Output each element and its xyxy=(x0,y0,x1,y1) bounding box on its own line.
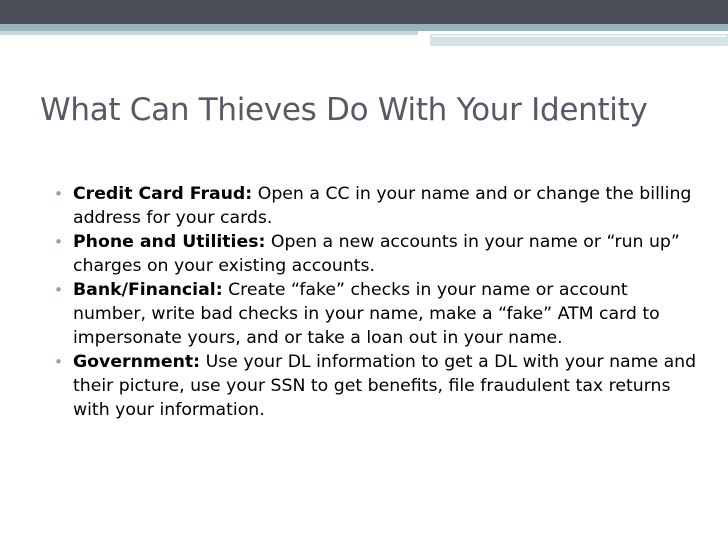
bullet-marker: • xyxy=(54,281,63,299)
bullet-text: Use your DL information to get a DL with your name and their picture, use your SSN to get benefits, file fraudulent tax returns with your information. xyxy=(73,352,697,420)
header-accent-left xyxy=(0,31,418,35)
header-bar-teal xyxy=(0,24,728,31)
bullet-heading: Credit Card Fraud: xyxy=(73,184,253,204)
slide-title: What Can Thieves Do With Your Identity xyxy=(40,92,648,128)
header-accent-right xyxy=(430,34,728,46)
bullet-marker: • xyxy=(54,353,63,371)
bullet-text: Open a new accounts in your name or “run up” charges on your existing accounts. xyxy=(73,232,680,276)
bullet-marker: • xyxy=(54,233,63,251)
bullet-bank-financial xyxy=(54,278,704,350)
bullet-phone-and-utilities xyxy=(54,230,704,278)
bullet-government xyxy=(54,350,704,422)
bullet-text: Open a CC in your name and or change the billing address for your cards. xyxy=(73,184,692,228)
bullet-credit-card-fraud xyxy=(54,182,704,230)
bullet-list xyxy=(54,182,704,422)
bullet-text: Create “fake” checks in your name or account number, write bad checks in your name, make a “fake” ATM card to impersonate yours, and or take a loan out in your name. xyxy=(73,280,660,348)
bullet-heading: Phone and Utilities: xyxy=(73,232,266,252)
bullet-marker: • xyxy=(54,185,63,203)
bullet-heading: Bank/Financial: xyxy=(73,280,223,300)
header-bar-dark xyxy=(0,0,728,24)
bullet-heading: Government: xyxy=(73,352,201,372)
